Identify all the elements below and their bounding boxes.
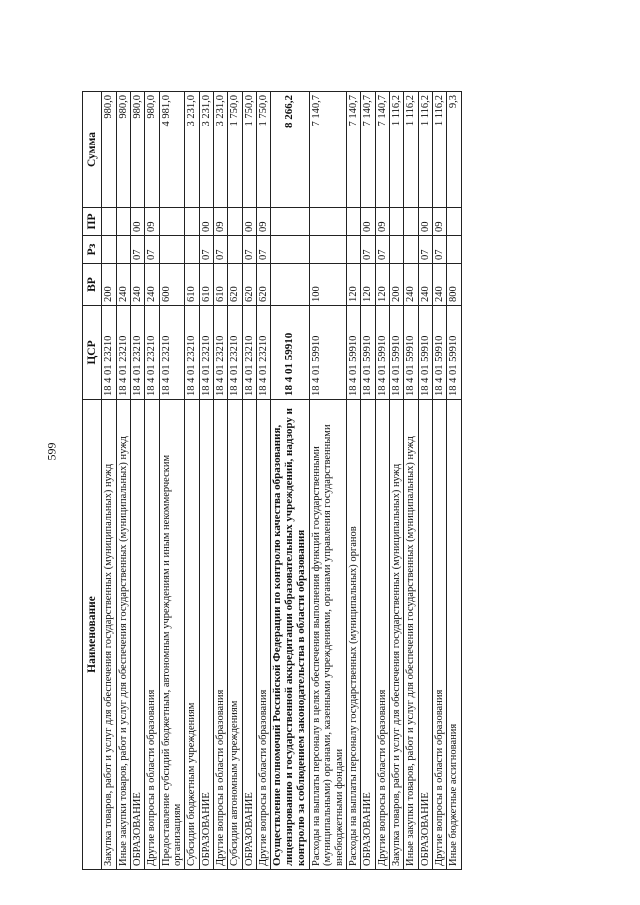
cell-rz: 07 [375,236,389,264]
cell-name: Субсидии бюджетным учреждениям [185,400,199,870]
cell-rz [102,236,116,264]
cell-rz [309,236,346,264]
cell-vr: 620 [242,264,256,306]
table-row [199,92,213,870]
cell-pr: 00 [242,208,256,236]
budget-table [82,91,462,870]
cell-name: Иные закупки товаров, работ и услуг для обеспечения государственных (муниципальных) нужд [116,400,130,870]
table-row [418,92,432,870]
cell-csr: 18 4 01 23210 [116,306,130,400]
cell-pr [404,208,418,236]
cell-csr: 18 4 01 23210 [228,306,242,400]
cell-pr: 09 [145,208,159,236]
cell-vr: 240 [131,264,145,306]
header-row [83,92,102,870]
table-row [309,92,346,870]
rotated-page [82,92,570,870]
cell-pr: 00 [361,208,375,236]
cell-rz [185,236,199,264]
table-row [389,92,403,870]
cell-sum: 1 116,2 [404,92,418,208]
cell-vr: 200 [102,264,116,306]
cell-sum: 4 981,0 [159,92,185,208]
cell-rz: 07 [145,236,159,264]
cell-pr [159,208,185,236]
cell-vr: 610 [199,264,213,306]
cell-csr: 18 4 01 23210 [102,306,116,400]
cell-csr: 18 4 01 59910 [404,306,418,400]
cell-sum: 3 231,0 [199,92,213,208]
cell-vr: 120 [346,264,360,306]
table-row [131,92,145,870]
table-row [271,92,310,870]
cell-sum: 7 140,7 [309,92,346,208]
header-vr: ВР [83,264,102,306]
cell-name: ОБРАЗОВАНИЕ [199,400,213,870]
table-row [346,92,360,870]
cell-name: Осуществление полномочий Российской Федерации по контролю качества образования, лицензированию и государственной аккредитации образовательных учреждений, надзору и контролю за соблюдением законодательства в области образования [271,400,310,870]
cell-name: ОБРАЗОВАНИЕ [242,400,256,870]
table-row [145,92,159,870]
cell-name: Другие вопросы в области образования [214,400,228,870]
cell-csr: 18 4 01 59910 [447,306,461,400]
cell-csr: 18 4 01 59910 [389,306,403,400]
cell-csr: 18 4 01 23210 [242,306,256,400]
cell-csr: 18 4 01 59910 [418,306,432,400]
cell-rz [346,236,360,264]
cell-sum: 1 750,0 [228,92,242,208]
cell-pr: 09 [214,208,228,236]
cell-csr: 18 4 01 23210 [199,306,213,400]
cell-csr: 18 4 01 59910 [432,306,446,400]
cell-vr: 240 [432,264,446,306]
cell-csr: 18 4 01 59910 [375,306,389,400]
cell-name: Расходы на выплаты персоналу государственных (муниципальных) органов [346,400,360,870]
cell-pr [309,208,346,236]
cell-pr: 09 [375,208,389,236]
cell-vr: 240 [116,264,130,306]
table-row [116,92,130,870]
table-row [432,92,446,870]
cell-sum: 1 116,2 [389,92,403,208]
cell-rz: 07 [257,236,271,264]
cell-pr: 00 [131,208,145,236]
cell-pr [271,208,310,236]
cell-name: Субсидии автономным учреждениям [228,400,242,870]
cell-sum: 1 116,2 [432,92,446,208]
table-row [257,92,271,870]
cell-vr: 120 [361,264,375,306]
cell-rz: 07 [131,236,145,264]
cell-csr: 18 4 01 23210 [257,306,271,400]
cell-name: Иные бюджетные ассигнования [447,400,461,870]
cell-sum: 980,0 [102,92,116,208]
cell-vr: 620 [257,264,271,306]
page-number: 599 [44,442,59,461]
cell-csr: 18 4 01 59910 [361,306,375,400]
header-rz: Рз [83,236,102,264]
cell-name: ОБРАЗОВАНИЕ [361,400,375,870]
cell-pr: 09 [257,208,271,236]
table-container [82,92,570,870]
cell-name: Закупка товаров, работ и услуг для обеспечения государственных (муниципальных) нужд [389,400,403,870]
cell-csr: 18 4 01 59910 [309,306,346,400]
cell-sum: 980,0 [145,92,159,208]
cell-rz: 07 [214,236,228,264]
cell-pr: 00 [199,208,213,236]
table-row [228,92,242,870]
header-csr: ЦСР [83,306,102,400]
cell-pr [447,208,461,236]
cell-pr [116,208,130,236]
cell-sum: 7 140,7 [346,92,360,208]
header-sum: Сумма [83,92,102,208]
table-row [361,92,375,870]
cell-name: ОБРАЗОВАНИЕ [131,400,145,870]
cell-rz [116,236,130,264]
cell-pr: 00 [418,208,432,236]
cell-name: Расходы на выплаты персоналу в целях обеспечения выполнения функций государственными (муниципальными) органами, казенными учреждениями, органами управления государственными внебюджетными фондами [309,400,346,870]
cell-vr: 610 [214,264,228,306]
cell-name: Другие вопросы в области образования [145,400,159,870]
cell-vr: 620 [228,264,242,306]
cell-sum: 1 750,0 [257,92,271,208]
cell-sum: 7 140,7 [361,92,375,208]
cell-rz [447,236,461,264]
cell-sum: 980,0 [131,92,145,208]
cell-rz: 07 [432,236,446,264]
cell-sum: 8 266,2 [271,92,310,208]
table-row [447,92,461,870]
cell-pr [185,208,199,236]
cell-vr: 240 [418,264,432,306]
table-row [102,92,116,870]
table-row [214,92,228,870]
cell-sum: 3 231,0 [214,92,228,208]
cell-csr: 18 4 01 23210 [159,306,185,400]
cell-vr [271,264,310,306]
cell-vr: 100 [309,264,346,306]
cell-rz [228,236,242,264]
cell-pr [389,208,403,236]
cell-pr: 09 [432,208,446,236]
cell-rz: 07 [242,236,256,264]
cell-vr: 240 [145,264,159,306]
cell-vr: 200 [389,264,403,306]
cell-pr [102,208,116,236]
cell-rz [159,236,185,264]
cell-name: Другие вопросы в области образования [375,400,389,870]
cell-csr: 18 4 01 23210 [185,306,199,400]
cell-rz [389,236,403,264]
cell-vr: 610 [185,264,199,306]
cell-rz: 07 [361,236,375,264]
table-row [404,92,418,870]
cell-name: Другие вопросы в области образования [432,400,446,870]
cell-vr: 600 [159,264,185,306]
cell-vr: 120 [375,264,389,306]
cell-name: Другие вопросы в области образования [257,400,271,870]
cell-sum: 1 750,0 [242,92,256,208]
cell-csr: 18 4 01 59910 [346,306,360,400]
cell-sum: 3 231,0 [185,92,199,208]
header-pr: ПР [83,208,102,236]
cell-rz [404,236,418,264]
cell-sum: 9,3 [447,92,461,208]
cell-pr [228,208,242,236]
table-row [375,92,389,870]
cell-rz: 07 [418,236,432,264]
cell-pr [346,208,360,236]
cell-csr: 18 4 01 23210 [214,306,228,400]
table-row [159,92,185,870]
cell-sum: 1 116,2 [418,92,432,208]
table-row [185,92,199,870]
cell-name: Предоставление субсидий бюджетным, автономным учреждениям и иным некоммерческим организациям [159,400,185,870]
cell-name: ОБРАЗОВАНИЕ [418,400,432,870]
cell-csr: 18 4 01 23210 [145,306,159,400]
cell-rz [271,236,310,264]
cell-sum: 7 140,7 [375,92,389,208]
cell-csr: 18 4 01 23210 [131,306,145,400]
cell-name: Закупка товаров, работ и услуг для обеспечения государственных (муниципальных) нужд [102,400,116,870]
cell-vr: 240 [404,264,418,306]
cell-sum: 980,0 [116,92,130,208]
cell-name: Иные закупки товаров, работ и услуг для обеспечения государственных (муниципальных) нужд [404,400,418,870]
header-name: Наименование [83,400,102,870]
cell-vr: 800 [447,264,461,306]
table-row [242,92,256,870]
cell-rz: 07 [199,236,213,264]
table-body [102,92,461,870]
cell-csr: 18 4 01 59910 [271,306,310,400]
